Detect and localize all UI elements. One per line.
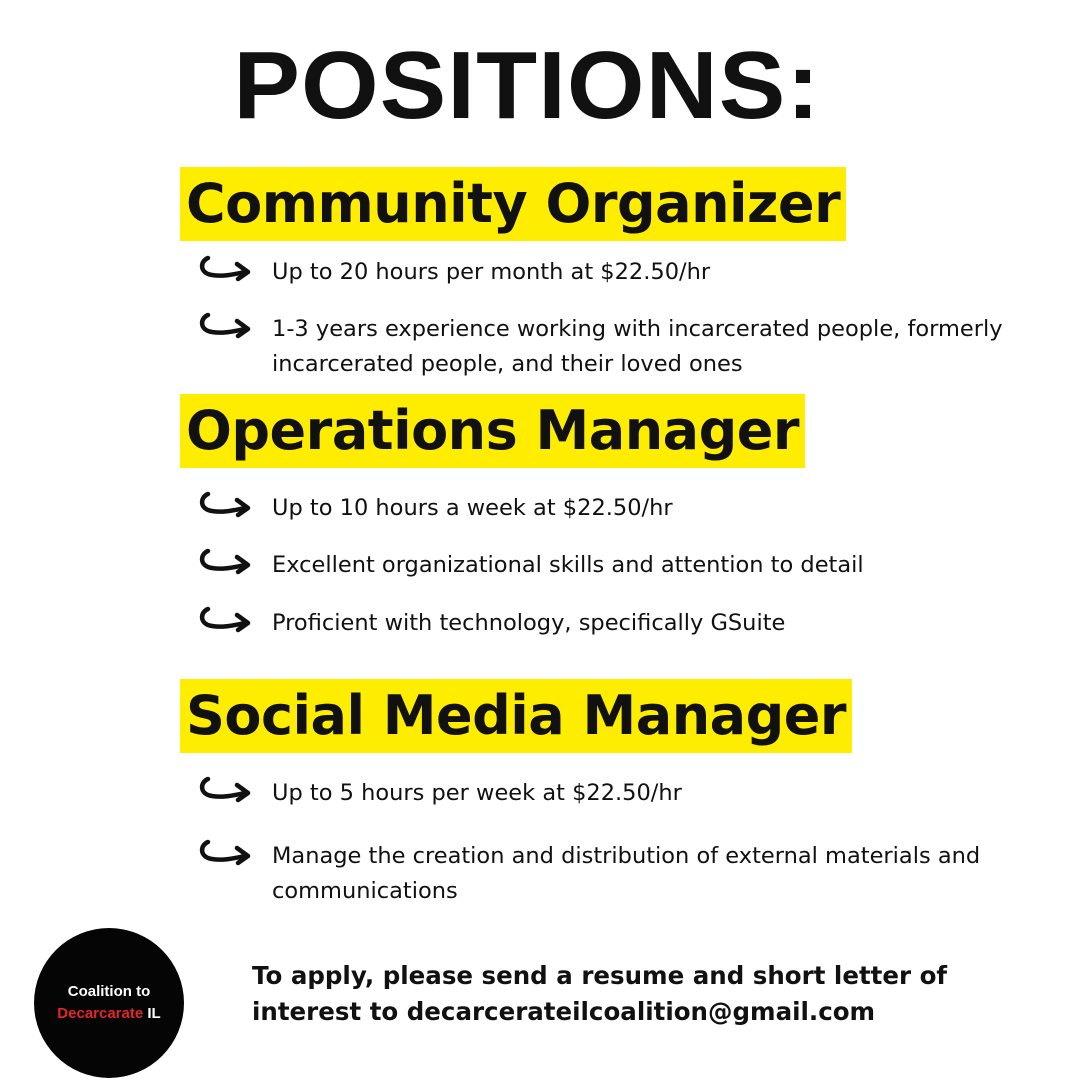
logo-white-text: IL bbox=[143, 1005, 161, 1022]
logo-line-2 bbox=[57, 1003, 160, 1025]
bullet-item bbox=[198, 606, 1038, 641]
curved-arrow-icon bbox=[198, 255, 258, 285]
bullet-text: Up to 10 hours a week at $22.50/hr bbox=[272, 495, 673, 521]
curved-arrow-icon bbox=[198, 839, 258, 869]
curved-arrow-icon bbox=[198, 776, 258, 806]
bullet-item bbox=[198, 312, 1038, 382]
bullet-text: 1-3 years experience working with incarcerated people, formerly incarcerated people, and their loved ones bbox=[272, 316, 1003, 377]
position-heading-social-media-manager: Social Media Manager bbox=[180, 679, 852, 753]
curved-arrow-icon bbox=[198, 606, 258, 636]
page-title: POSITIONS: bbox=[233, 32, 821, 139]
bullet-text: Excellent organizational skills and attention to detail bbox=[272, 552, 864, 578]
position-heading-operations-manager: Operations Manager bbox=[180, 394, 805, 468]
curved-arrow-icon bbox=[198, 491, 258, 521]
bullet-item bbox=[198, 839, 1038, 909]
curved-arrow-icon bbox=[198, 312, 258, 342]
bullet-text: Up to 5 hours per week at $22.50/hr bbox=[272, 780, 682, 806]
logo-red-text: Decarcarate bbox=[57, 1005, 144, 1022]
logo-line-1: Coalition to bbox=[67, 983, 151, 1000]
bullet-item bbox=[198, 776, 1038, 811]
bullet-text: Proficient with technology, specifically GSuite bbox=[272, 610, 786, 636]
coalition-logo bbox=[34, 928, 184, 1078]
bullet-item bbox=[198, 255, 1038, 290]
bullet-text: Up to 20 hours per month at $22.50/hr bbox=[272, 259, 711, 285]
position-heading-community-organizer: Community Organizer bbox=[180, 167, 846, 241]
bullet-item bbox=[198, 491, 1038, 526]
bullet-text: Manage the creation and distribution of external materials and communications bbox=[272, 843, 981, 904]
bullet-item bbox=[198, 548, 1038, 583]
curved-arrow-icon bbox=[198, 548, 258, 578]
apply-instructions: To apply, please send a resume and short letter of interest to decarcerateilcoalition@gmail.com bbox=[252, 961, 948, 1026]
